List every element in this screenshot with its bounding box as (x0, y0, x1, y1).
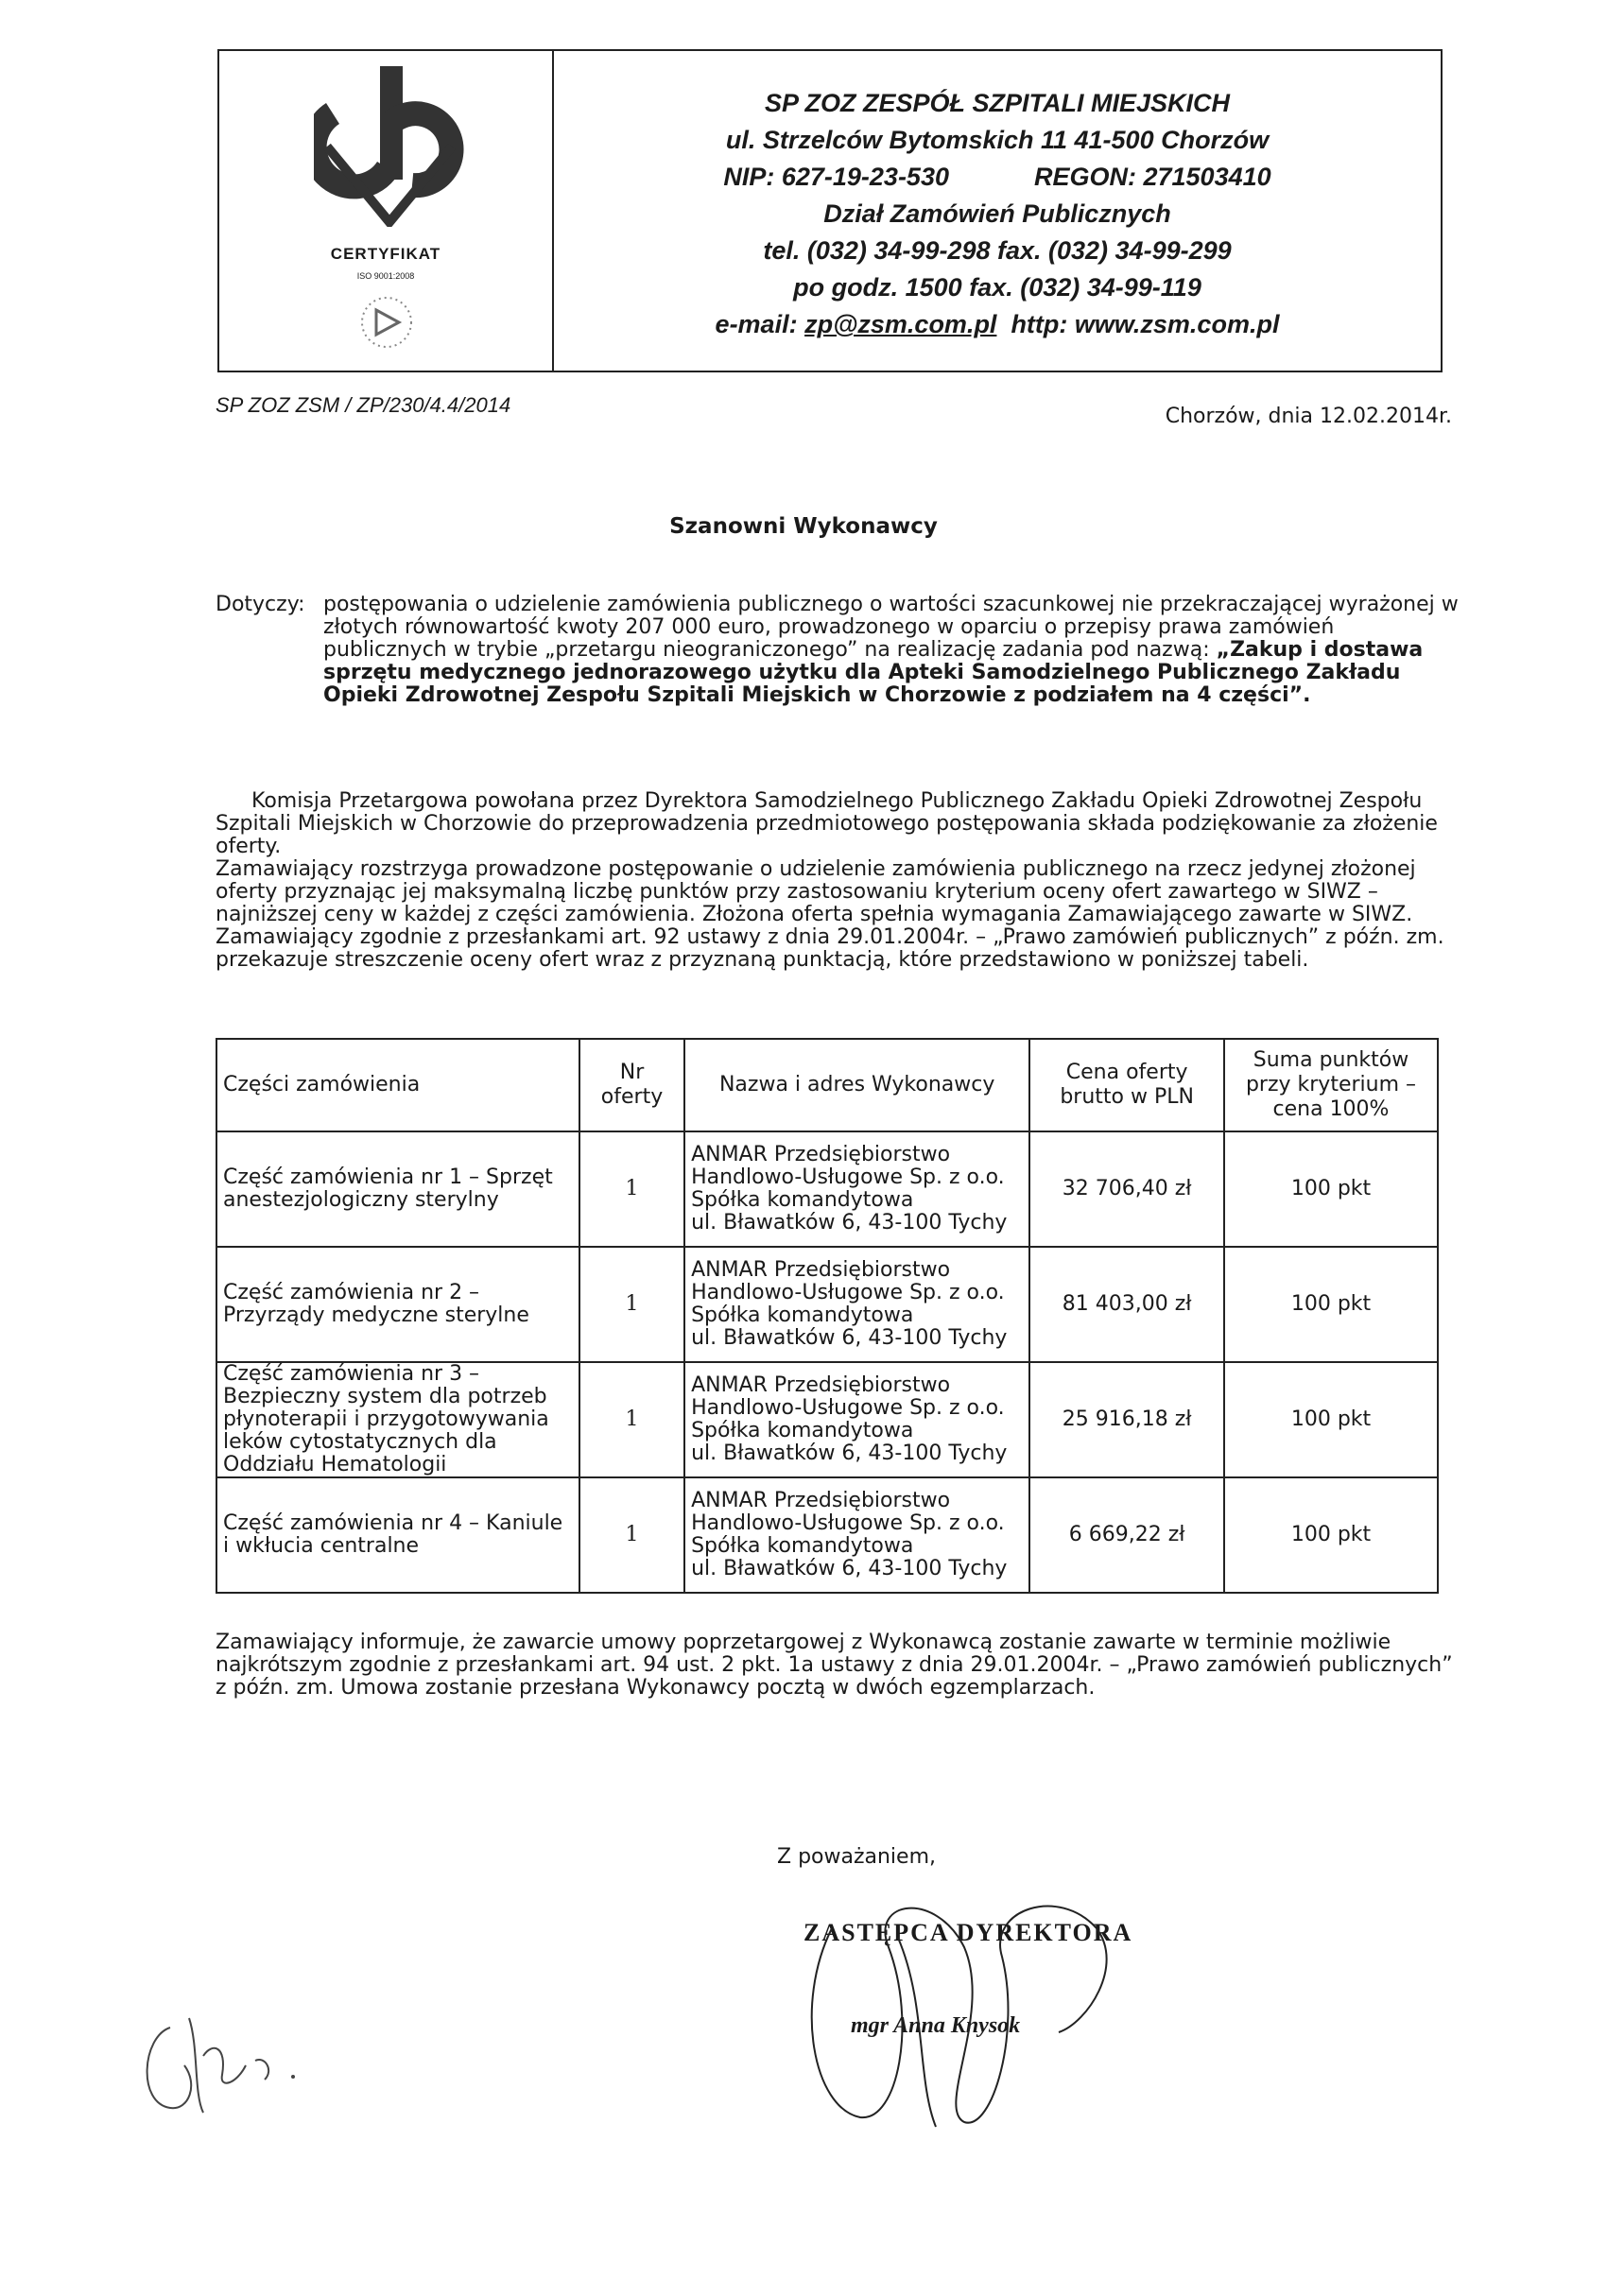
department: Dział Zamówień Publicznych (823, 199, 1171, 228)
certificate-label: CERTYFIKAT (330, 245, 441, 263)
header-offer: Nr oferty (579, 1039, 684, 1131)
letterhead-text (554, 51, 1441, 371)
regarding-body (323, 594, 1463, 707)
cell-contractor (684, 1131, 1029, 1247)
cell-part: Część zamówienia nr 2 – Przyrządy medyczne sterylne (216, 1247, 579, 1362)
certification-seal-icon (359, 295, 414, 350)
cell-points: 100 pkt (1224, 1362, 1438, 1477)
contractor-line: ul. Bławatków 6, 43-100 Tychy (691, 1211, 1008, 1234)
regarding-section (216, 594, 1463, 707)
closing-paragraph: Zamawiający informuje, że zawarcie umowy poprzetargowej z Wykonawcą zostanie zawarte w terminie możliwie najkrótszym zgodnie z przesłankami art. 94 ust. 2 pkt. 1a ustawy z dnia 29.01.2004r. – „Prawo zamówień publicznych” z późn. zm. Umowa zostanie przesłana Wykonawcy pocztą w dwóch egzemplarzach. (216, 1631, 1453, 1700)
phone: tel. (032) 34-99-298 fax. (032) 34-99-299 (763, 236, 1232, 265)
cell-offer: 1 (579, 1477, 684, 1593)
contractor-line: ANMAR Przedsiębiorstwo (691, 1373, 951, 1397)
regarding-text: postępowania o udzielenie zamówienia publicznego o wartości szacunkowej nie przekraczającej wyrażonej w złotych równowartość kwoty 207 000 euro, prowadzonego w oparciu o przepisy prawa zamówień publicznych w trybie „przetargu nieograniczonego” na realizację zadania pod nazwą: (323, 593, 1459, 662)
email-link[interactable]: zp@zsm.com.pl (804, 310, 997, 338)
contractor-line: ANMAR Przedsiębiorstwo (691, 1143, 951, 1166)
stamp-title: ZASTĘPCA DYREKTORA (804, 1919, 1133, 1946)
contractor-line: Spółka komandytowa (691, 1534, 914, 1558)
header-points: Suma punktów przy kryterium – cena 100% (1224, 1039, 1438, 1131)
table-row (216, 1131, 1438, 1247)
contractor-line: ul. Bławatków 6, 43-100 Tychy (691, 1441, 1008, 1465)
regarding-label: Dotyczy: (216, 593, 305, 616)
reference-number: SP ZOZ ZSM / ZP/230/4.4/2014 (216, 393, 511, 417)
contractor-line: Handlowo-Usługowe Sp. z o.o. (691, 1396, 1005, 1420)
paragraph-1: Komisja Przetargowa powołana przez Dyrektora Samodzielnego Publicznego Zakładu Opieki Zdrowotnej Zespołu Szpitali Miejskich w Chorzowie do przeprowadzenia przedmiotowego postępowania składa podziękowanie za złożenie oferty. (216, 789, 1438, 858)
cell-offer: 1 (579, 1362, 684, 1477)
cell-price: 6 669,22 zł (1029, 1477, 1224, 1593)
contractor-line: ANMAR Przedsiębiorstwo (691, 1258, 951, 1282)
table-row (216, 1247, 1438, 1362)
cell-part: Część zamówienia nr 4 – Kaniule i wkłucia centralne (216, 1477, 579, 1593)
logo-panel (219, 51, 554, 371)
contractor-line: Spółka komandytowa (691, 1188, 914, 1212)
cell-part: Część zamówienia nr 1 – Sprzęt anestezjologiczny sterylny (216, 1131, 579, 1247)
cell-offer: 1 (579, 1131, 684, 1247)
contractor-line: Handlowo-Usługowe Sp. z o.o. (691, 1511, 1005, 1535)
table-header-row (216, 1039, 1438, 1131)
regarding-subject: „Zakup i dostawa sprzętu medycznego jednorazowego użytku dla Apteki Samodzielnego Publicznego Zakładu Opieki Zdrowotnej Zespołu Szpitali Miejskich w Chorzowie z podziałem na 4 części”. (323, 638, 1424, 707)
contractor-line: ul. Bławatków 6, 43-100 Tychy (691, 1326, 1008, 1350)
header-contractor: Nazwa i adres Wykonawcy (684, 1039, 1029, 1131)
table-row (216, 1477, 1438, 1593)
cell-offer: 1 (579, 1247, 684, 1362)
stamp-name: mgr Anna Knysok (851, 2013, 1021, 2038)
cell-price: 81 403,00 zł (1029, 1247, 1224, 1362)
contractor-line: Handlowo-Usługowe Sp. z o.o. (691, 1165, 1005, 1189)
cell-part: Część zamówienia nr 3 – Bezpieczny system dla potrzeb płynoterapii i przygotowywania leków cytostatycznych dla Oddziału Hematologii (216, 1362, 579, 1477)
cb-heart-logo-icon (314, 57, 465, 227)
initials-signature-icon (132, 2009, 321, 2122)
contractor-line: Spółka komandytowa (691, 1303, 914, 1327)
cell-contractor (684, 1247, 1029, 1362)
header-part: Części zamówienia (216, 1039, 579, 1131)
contractor-line: Handlowo-Usługowe Sp. z o.o. (691, 1281, 1005, 1304)
paragraph-2: Zamawiający rozstrzyga prowadzone postępowanie o udzielenie zamówienia publicznego na rzecz jedynej złożonej oferty przyznając jej maksymalną liczbę punktów przy zastosowaniu kryterium oceny ofert zawartego w SIWZ – najniższej ceny w każdej z części zamówienia. Złożona oferta spełnia wymagania Zamawiającego zawarte w SIWZ. (216, 857, 1416, 926)
website: http: www.zsm.com.pl (996, 310, 1280, 338)
tax-ids (554, 159, 1441, 196)
cell-points: 100 pkt (1224, 1247, 1438, 1362)
org-name: SP ZOZ ZESPÓŁ SZPITALI MIEJSKICH (764, 89, 1231, 117)
header-price: Cena oferty brutto w PLN (1029, 1039, 1224, 1131)
email-label: e-mail: (715, 310, 805, 338)
table-row (216, 1362, 1438, 1477)
hours-fax: po godz. 1500 fax. (032) 34-99-119 (793, 273, 1201, 302)
cell-price: 32 706,40 zł (1029, 1131, 1224, 1247)
salutation: Szanowni Wykonawcy (669, 514, 938, 539)
nip: NIP: 627-19-23-530 (723, 163, 949, 191)
cell-contractor (684, 1477, 1029, 1593)
body-text (216, 790, 1465, 972)
cell-price: 25 916,18 zł (1029, 1362, 1224, 1477)
cell-points: 100 pkt (1224, 1131, 1438, 1247)
org-address: ul. Strzelców Bytomskich 11 41-500 Chorzów (725, 126, 1270, 154)
results-table (216, 1038, 1439, 1594)
contractor-line: Spółka komandytowa (691, 1419, 914, 1442)
letterhead (217, 49, 1443, 372)
letter-date: Chorzów, dnia 12.02.2014r. (1165, 405, 1452, 428)
paragraph-3: Zamawiający zgodnie z przesłankami art. 92 ustawy z dnia 29.01.2004r. – „Prawo zamówień publicznych” z późn. zm. przekazuje streszczenie oceny ofert wraz z przyznaną punktacją, które przedstawiono w poniższej tabeli. (216, 925, 1444, 972)
iso-label: ISO 9001:2008 (356, 271, 415, 281)
contractor-line: ul. Bławatków 6, 43-100 Tychy (691, 1557, 1008, 1580)
contact-line (554, 306, 1441, 343)
cell-contractor (684, 1362, 1029, 1477)
regon: REGON: 271503410 (1033, 163, 1271, 191)
contractor-line: ANMAR Przedsiębiorstwo (691, 1489, 951, 1512)
cell-points: 100 pkt (1224, 1477, 1438, 1593)
director-signature-icon (775, 1890, 1153, 2136)
regards: Z poważaniem, (777, 1845, 937, 1869)
